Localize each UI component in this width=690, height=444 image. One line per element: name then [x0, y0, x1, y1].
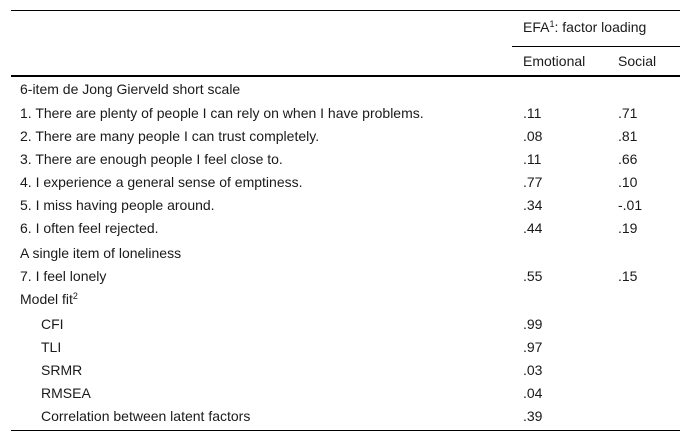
table-row-label: 3. There are enough people I feel close to. — [20, 151, 283, 167]
column-group-rule — [512, 46, 680, 47]
emotional-loading: .11 — [523, 151, 542, 167]
header-bottom-rule — [11, 75, 680, 77]
column-header-emotional: Emotional — [523, 53, 586, 69]
emotional-loading: .44 — [523, 220, 543, 236]
social-loading: -.01 — [618, 197, 643, 213]
table-top-rule — [11, 10, 680, 11]
table-row-label: 6. I often feel rejected. — [20, 220, 159, 236]
fit-index-label: Correlation between latent factors — [41, 408, 251, 424]
section-title: 6-item de Jong Gierveld short scale — [20, 81, 241, 97]
social-loading: .81 — [618, 128, 638, 144]
fit-index-label: CFI — [41, 316, 64, 332]
social-loading: .10 — [618, 174, 638, 190]
table-bottom-rule — [11, 430, 680, 431]
table-row-label: 2. There are many people I can trust completely. — [20, 128, 320, 144]
social-loading: .15 — [618, 268, 638, 284]
table-row-label: 5. I miss having people around. — [20, 197, 215, 213]
column-header-social: Social — [618, 53, 657, 69]
emotional-loading: .34 — [523, 197, 543, 213]
emotional-loading: .77 — [523, 174, 543, 190]
fit-index-value: .97 — [523, 339, 543, 355]
table-row-label: 7. I feel lonely — [20, 268, 107, 284]
fit-index-value: .99 — [523, 316, 543, 332]
fit-index-value: .39 — [523, 408, 543, 424]
social-loading: .71 — [618, 105, 638, 121]
section-title: A single item of loneliness — [20, 245, 182, 261]
emotional-loading: .11 — [523, 105, 542, 121]
table-row-label: 4. I experience a general sense of emptiness. — [20, 174, 303, 190]
table-row-label: 1. There are plenty of people I can rely on when I have problems. — [20, 105, 424, 121]
emotional-loading: .08 — [523, 128, 543, 144]
emotional-loading: .55 — [523, 268, 543, 284]
fit-index-label: RMSEA — [41, 385, 91, 401]
fit-index-value: .04 — [523, 385, 543, 401]
social-loading: .66 — [618, 151, 638, 167]
fit-index-value: .03 — [523, 362, 543, 378]
column-group-header: EFA$^1$: factor loading — [523, 19, 647, 35]
fit-index-label: SRMR — [41, 362, 83, 378]
model-fit-title: Model fit$^2$ — [20, 291, 78, 307]
social-loading: .19 — [618, 220, 638, 236]
fit-index-label: TLI — [41, 339, 62, 355]
